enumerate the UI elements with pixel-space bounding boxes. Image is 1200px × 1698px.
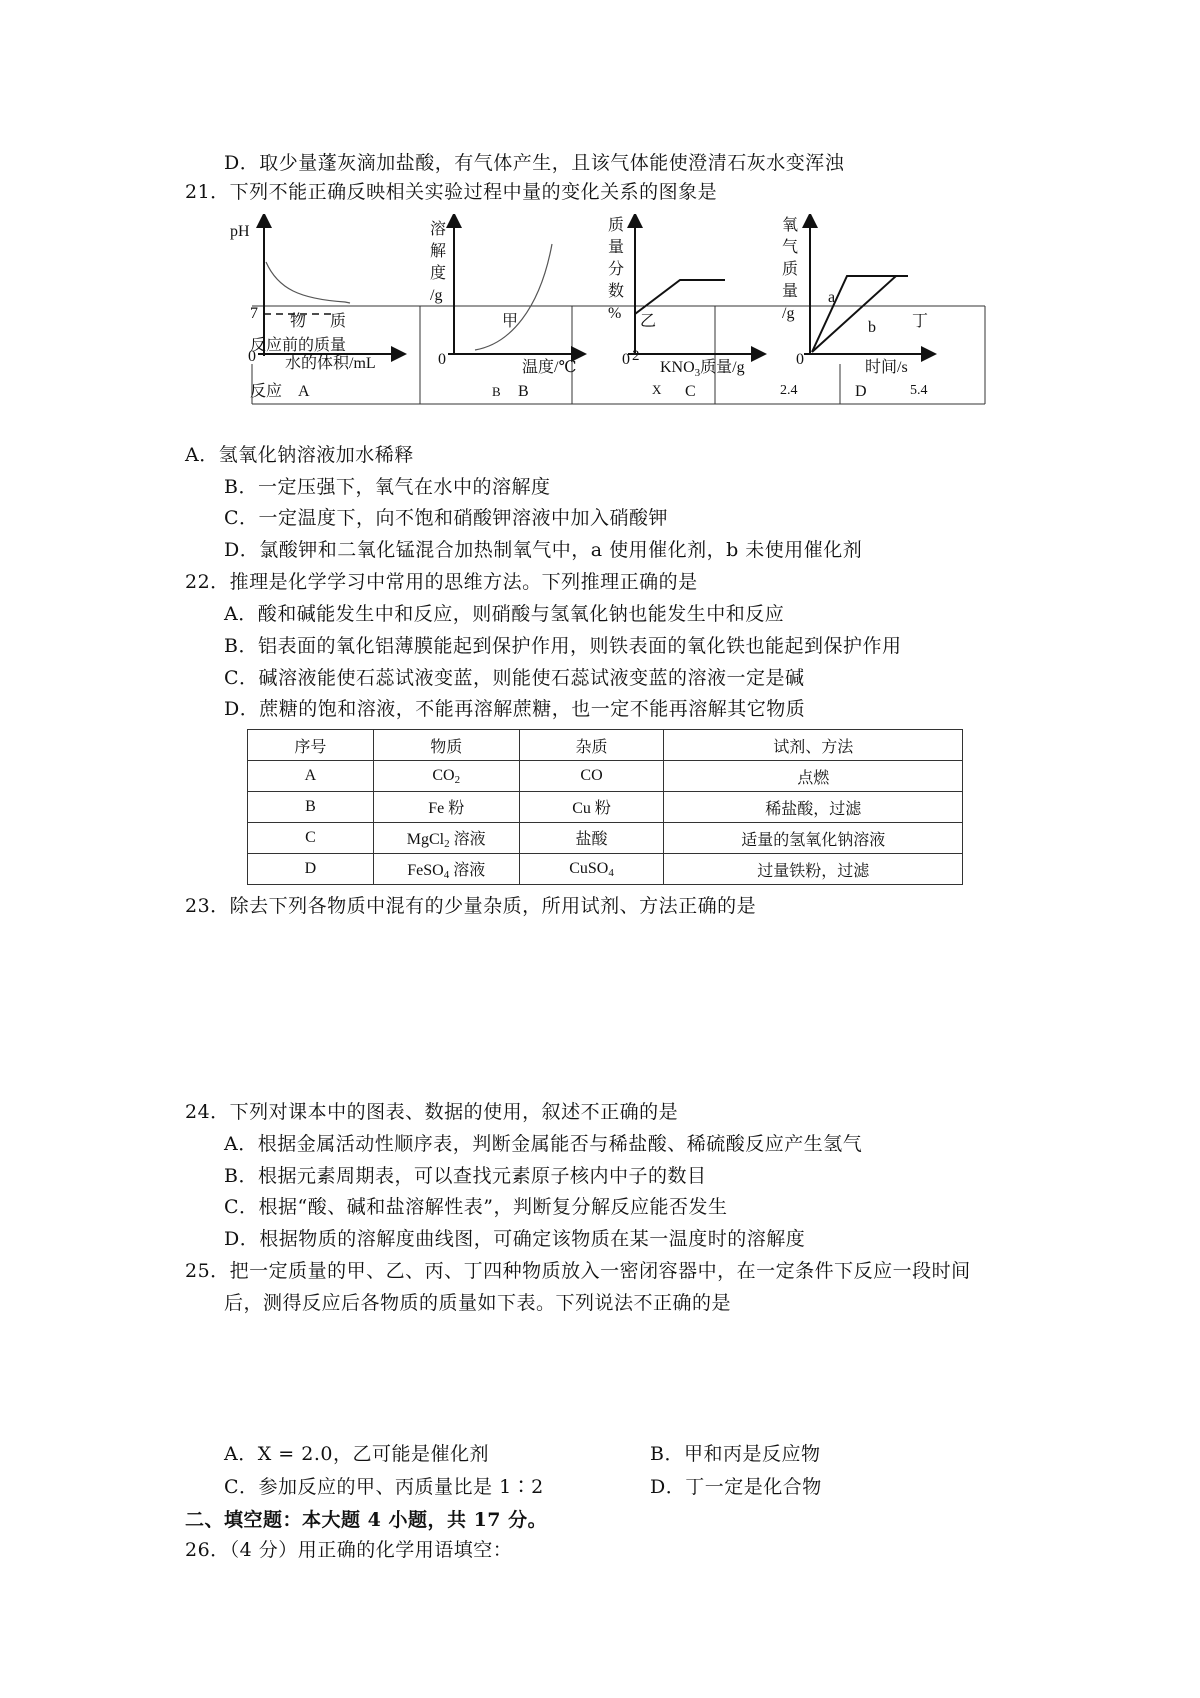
row-impurity: CO — [519, 761, 664, 792]
row-impurity: 盐酸 — [519, 823, 664, 854]
graph-c-ylabel-3: 数 — [608, 283, 625, 300]
graph-b-ylabel-1: 解 — [430, 243, 447, 260]
q25-stem-line1: 25．把一定质量的甲、乙、丙、丁四种物质放入一密闭容器中，在一定条件下反应一段时间 — [185, 1260, 971, 1282]
header-cell: 杂质 — [519, 730, 664, 761]
table-row — [248, 792, 963, 823]
row-method: 过量铁粉，过滤 — [664, 854, 963, 885]
graph-c — [608, 214, 765, 400]
row-substance: $CO_2$ — [373, 761, 519, 792]
graph-a — [230, 214, 405, 400]
q22-option-a: A．酸和碱能发生中和反应，则硝酸与氢氧化钠也能发生中和反应 — [224, 603, 785, 625]
overlay-jia: 甲 — [502, 313, 519, 330]
overlay-num-2: 2 — [632, 348, 640, 364]
graph-c-ylabel-2: 分 — [608, 261, 625, 278]
row-method: 点燃 — [664, 761, 963, 792]
q22-stem: 22．推理是化学学习中常用的思维方法。下列推理正确的是 — [185, 571, 698, 593]
overlay-ding: 丁 — [912, 313, 929, 330]
graph-c-ylabel-4: % — [608, 305, 622, 322]
graph-a-ylabel: pH — [230, 223, 250, 240]
graph-b-xlabel: 温度/℃ — [522, 359, 577, 376]
row-id: C — [248, 823, 374, 854]
q21-graphs — [230, 214, 990, 410]
q25-option-a: A．X = 2.0，乙可能是催化剂 — [224, 1443, 489, 1465]
q21-option-b: B．一定压强下，氧气在水中的溶解度 — [224, 476, 551, 498]
graph-d-ylabel-0: 氧 — [782, 217, 799, 234]
section-2-heading: 二、填空题：本大题 4 小题，共 17 分。 — [185, 1509, 548, 1531]
graph-b-origin: 0 — [438, 351, 446, 368]
overlay-num-24: 2.4 — [780, 383, 798, 398]
row-id: B — [248, 792, 374, 823]
q21-stem: 21．下列不能正确反映相关实验过程中量的变化关系的图象是 — [185, 181, 718, 203]
q25-stem-line2: 后，测得反应后各物质的质量如下表。下列说法不正确的是 — [224, 1292, 732, 1314]
graph-d-origin: 0 — [796, 351, 804, 368]
graph-d — [782, 214, 935, 400]
graph-d-ylabel-1: 气 — [782, 239, 799, 256]
graph-c-ylabel-0: 质 — [608, 217, 625, 234]
q24-option-b: B．根据元素周期表，可以查找元素原子核内中子的数目 — [224, 1165, 707, 1187]
graph-c-origin: 0 — [622, 351, 630, 368]
q23-stem: 23．除去下列各物质中混有的少量杂质，所用试剂、方法正确的是 — [185, 895, 757, 917]
q24-stem: 24．下列对课本中的图表、数据的使用，叙述不正确的是 — [185, 1101, 679, 1123]
q22-option-b: B．铝表面的氧化铝薄膜能起到保护作用，则铁表面的氧化铁也能起到保护作用 — [224, 635, 902, 657]
graph-b-ylabel-0: 溶 — [430, 221, 447, 238]
graph-a-letter: A — [298, 383, 310, 400]
q25-option-b: B．甲和丙是反应物 — [650, 1443, 821, 1465]
q21-option-c: C．一定温度下，向不饱和硝酸钾溶液中加入硝酸钾 — [224, 507, 669, 529]
row-substance: MgCl$_2$ 溶液 — [373, 823, 519, 854]
table-header-row — [248, 730, 963, 761]
row-impurity: CuSO$_4$ — [519, 854, 664, 885]
graph-b-ylabel-3: /g — [430, 287, 443, 304]
q22-option-d: D．蔗糖的饱和溶液，不能再溶解蔗糖，也一定不能再溶解其它物质 — [224, 698, 806, 720]
graph-d-ylabel-4: /g — [782, 305, 795, 322]
q21-option-a: A．氢氧化钠溶液加水稀释 — [185, 444, 414, 466]
graph-b-letter: B — [518, 383, 529, 400]
overlay-fanying-hou: 反应 — [250, 383, 283, 400]
overlay-yi: 乙 — [640, 313, 657, 330]
row-impurity: Cu 粉 — [519, 792, 664, 823]
graph-a-tick-7: 7 — [250, 305, 258, 322]
q25-option-d: D．丁一定是化合物 — [650, 1476, 822, 1498]
header-cell: 物质 — [373, 730, 519, 761]
row-substance: Fe 粉 — [373, 792, 519, 823]
q23-table — [247, 729, 963, 885]
table-row — [248, 761, 963, 792]
graph-d-label-b: b — [868, 319, 876, 336]
graph-d-ylabel-2: 质 — [782, 261, 799, 278]
table-row — [248, 854, 963, 885]
overlay-frag-b: B — [492, 384, 501, 399]
graph-d-ylabel-3: 量 — [782, 283, 799, 300]
q22-option-c: C．碱溶液能使石蕊试液变蓝，则能使石蕊试液变蓝的溶液一定是碱 — [224, 667, 805, 689]
q20-option-d: D．取少量蓬灰滴加盐酸，有气体产生，且该气体能使澄清石灰水变浑浊 — [224, 152, 845, 174]
overlay-num-54: 5.4 — [910, 383, 928, 398]
graph-c-letter: C — [685, 383, 696, 400]
q24-option-a: A．根据金属活动性顺序表，判断金属能否与稀盐酸、稀硫酸反应产生氢气 — [224, 1133, 863, 1155]
q24-option-c: C．根据“酸、碱和盐溶解性表”，判断复分解反应能否发生 — [224, 1196, 728, 1218]
graph-b — [430, 214, 585, 400]
graph-d-letter: D — [855, 383, 867, 400]
row-id: A — [248, 761, 374, 792]
row-method: 稀盐酸，过滤 — [664, 792, 963, 823]
row-id: D — [248, 854, 374, 885]
graph-a-origin: 0 — [248, 348, 256, 365]
graph-c-ylabel-1: 量 — [608, 239, 625, 256]
graph-d-xlabel: 时间/s — [865, 359, 908, 376]
overlay-fanying-qian: 反应前的质量 — [250, 337, 347, 354]
table-row — [248, 823, 963, 854]
header-cell: 试剂、方法 — [664, 730, 963, 761]
q24-option-d: D．根据物质的溶解度曲线图，可确定该物质在某一温度时的溶解度 — [224, 1228, 806, 1250]
graph-a-xlabel: 水的体积/mL — [285, 355, 376, 372]
overlay-frag-x: X — [652, 382, 662, 397]
q25-option-c: C．参加反应的甲、丙质量比是 1∶2 — [224, 1476, 544, 1498]
graph-b-ylabel-2: 度 — [430, 265, 447, 282]
overlay-wu: 物 — [290, 313, 307, 330]
q21-option-d: D．氯酸钾和二氧化锰混合加热制氧气中，a 使用催化剂，b 未使用催化剂 — [224, 539, 863, 561]
row-substance: FeSO$_4$ 溶液 — [373, 854, 519, 885]
header-cell: 序号 — [248, 730, 374, 761]
overlay-zhi: 质 — [330, 313, 347, 330]
row-method: 适量的氢氧化钠溶液 — [664, 823, 963, 854]
q26-stem: 26．（4 分）用正确的化学用语填空： — [185, 1539, 513, 1561]
graph-c-xlabel: $KNO_3$质量/g — [660, 359, 745, 379]
graph-d-label-a: a — [828, 289, 836, 306]
